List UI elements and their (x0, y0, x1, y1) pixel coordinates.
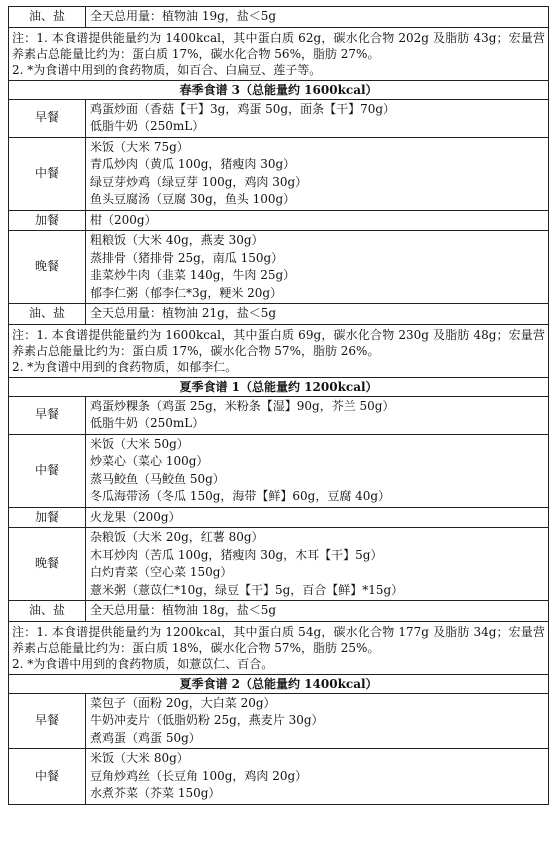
meal-row (9, 396, 549, 434)
meal-item: 蒸排骨（猪排骨 25g，南瓜 150g） (90, 250, 284, 265)
meal-items (86, 749, 549, 805)
meal-item: 蒸马鲛鱼（马鲛鱼 50g） (90, 471, 225, 486)
section-title: 夏季食谱 2（总能量约 1400kcal） (9, 674, 549, 693)
meal-label: 晚餐 (9, 231, 86, 304)
meal-item: 木耳炒肉（苦瓜 100g，猪瘦肉 30g，木耳【干】5g） (90, 547, 383, 562)
meal-items (86, 396, 549, 434)
section-title: 春季食谱 3（总能量约 1600kcal） (9, 80, 549, 99)
meal-row (9, 99, 549, 137)
meal-item: 全天总用量：植物油 19g，盐＜5g (90, 9, 277, 23)
meal-item: 鸡蛋炒面（香菇【干】3g，鸡蛋 50g，面条【干】70g） (90, 101, 396, 116)
meal-label: 晚餐 (9, 528, 86, 601)
meal-row (9, 210, 549, 231)
meal-label: 中餐 (9, 749, 86, 805)
section-title-row (9, 674, 549, 693)
meal-label: 油、盐 (9, 601, 86, 622)
meal-item: 菜包子（面粉 20g，大白菜 20g） (90, 695, 276, 710)
meal-label: 油、盐 (9, 7, 86, 28)
meal-row (9, 507, 549, 528)
note-line: 2. *为食谱中用到的食药物质，如薏苡仁、百合。 (12, 656, 274, 671)
meal-item: 米饭（大米 80g） (90, 751, 189, 765)
meal-item: 郁李仁粥（郁李仁*3g，粳米 20g） (90, 285, 283, 300)
meal-item: 炒菜心（菜心 100g） (90, 454, 209, 468)
note-line: 注：1. 本食谱提供能量约为 1400kcal，其中蛋白质 62g，碳水化合物 202g 及脂肪 43g；宏量营养素占总能量比约为：蛋白质 17%，碳水化合物 56%，脂肪 27%。 (12, 30, 545, 61)
meal-row (9, 231, 549, 304)
recipe-table (8, 6, 549, 805)
section-title: 夏季食谱 1（总能量约 1200kcal） (9, 377, 549, 396)
meal-item: 煮鸡蛋（鸡蛋 50g） (90, 730, 201, 745)
note-line: 2. *为食谱中用到的食药物质，如郁李仁。 (12, 359, 238, 374)
meal-row (9, 7, 549, 28)
meal-item: 豆角炒鸡丝（长豆角 100g，鸡肉 20g） (90, 768, 308, 783)
meal-item: 米饭（大米 50g） (90, 436, 189, 451)
meal-items (86, 137, 549, 210)
meal-item: 薏米粥（薏苡仁*10g，绿豆【干】5g，百合【鲜】*15g） (90, 582, 404, 597)
meal-label: 中餐 (9, 434, 86, 507)
note-line: 2. *为食谱中用到的食药物质，如百合、白扁豆、莲子等。 (12, 62, 322, 77)
meal-item: 韭菜炒牛肉（韭菜 140g，牛肉 25g） (90, 268, 296, 282)
meal-row (9, 528, 549, 601)
meal-item: 绿豆芽炒鸡（绿豆芽 100g，鸡肉 30g） (90, 174, 308, 189)
meal-item: 粗粮饭（大米 40g，燕麦 30g） (90, 233, 264, 247)
meal-items (86, 7, 549, 28)
meal-item: 火龙果（200g） (90, 509, 181, 524)
meal-items (86, 601, 549, 622)
meal-items (86, 210, 549, 231)
meal-items (86, 434, 549, 507)
meal-row (9, 601, 549, 622)
recipe-note (9, 324, 549, 377)
meal-item: 白灼青菜（空心菜 150g） (90, 565, 233, 579)
meal-label: 加餐 (9, 210, 86, 231)
recipe-table-body (9, 7, 549, 805)
meal-item: 全天总用量：植物油 21g，盐＜5g (90, 306, 277, 320)
meal-item: 低脂牛奶（250mL） (90, 119, 205, 133)
meal-item: 冬瓜海带汤（冬瓜 150g，海带【鲜】60g，豆腐 40g） (90, 489, 391, 503)
meal-item: 全天总用量：植物油 18g，盐＜5g (90, 603, 277, 617)
document-page (8, 6, 549, 805)
meal-items (86, 528, 549, 601)
recipe-note (9, 621, 549, 674)
note-row (9, 621, 549, 674)
meal-row (9, 693, 549, 749)
meal-item: 柑（200g） (90, 212, 157, 227)
meal-item: 牛奶冲麦片（低脂奶粉 25g，燕麦片 30g） (90, 713, 324, 727)
meal-item: 米饭（大米 75g） (90, 139, 189, 154)
recipe-note (9, 27, 549, 80)
section-title-row (9, 80, 549, 99)
note-row (9, 27, 549, 80)
meal-item: 低脂牛奶（250mL） (90, 416, 205, 430)
meal-row (9, 434, 549, 507)
section-title-row (9, 377, 549, 396)
note-row (9, 324, 549, 377)
meal-row (9, 749, 549, 805)
meal-items (86, 99, 549, 137)
meal-row (9, 137, 549, 210)
meal-label: 中餐 (9, 137, 86, 210)
meal-item: 杂粮饭（大米 20g，红薯 80g） (90, 530, 264, 544)
meal-item: 水煮芥菜（芥菜 150g） (90, 786, 221, 800)
note-line: 注：1. 本食谱提供能量约为 1200kcal，其中蛋白质 54g，碳水化合物 177g 及脂肪 34g；宏量营养素占总能量比约为：蛋白质 18%，碳水化合物 57%，脂肪 25%。 (12, 624, 545, 655)
meal-items (86, 304, 549, 325)
meal-label: 早餐 (9, 99, 86, 137)
meal-items (86, 231, 549, 304)
meal-label: 早餐 (9, 693, 86, 749)
meal-label: 油、盐 (9, 304, 86, 325)
meal-items (86, 693, 549, 749)
meal-label: 加餐 (9, 507, 86, 528)
meal-row (9, 304, 549, 325)
meal-items (86, 507, 549, 528)
meal-label: 早餐 (9, 396, 86, 434)
meal-item: 青瓜炒肉（黄瓜 100g，猪瘦肉 30g） (90, 157, 296, 171)
meal-item: 鸡蛋炒粿条（鸡蛋 25g，米粉条【湿】90g，芥兰 50g） (90, 398, 395, 413)
note-line: 注：1. 本食谱提供能量约为 1600kcal，其中蛋白质 69g，碳水化合物 230g 及脂肪 48g；宏量营养素占总能量比约为：蛋白质 17%，碳水化合物 57%，脂肪 26%。 (12, 327, 545, 358)
meal-item: 鱼头豆腐汤（豆腐 30g，鱼头 100g） (90, 192, 296, 206)
